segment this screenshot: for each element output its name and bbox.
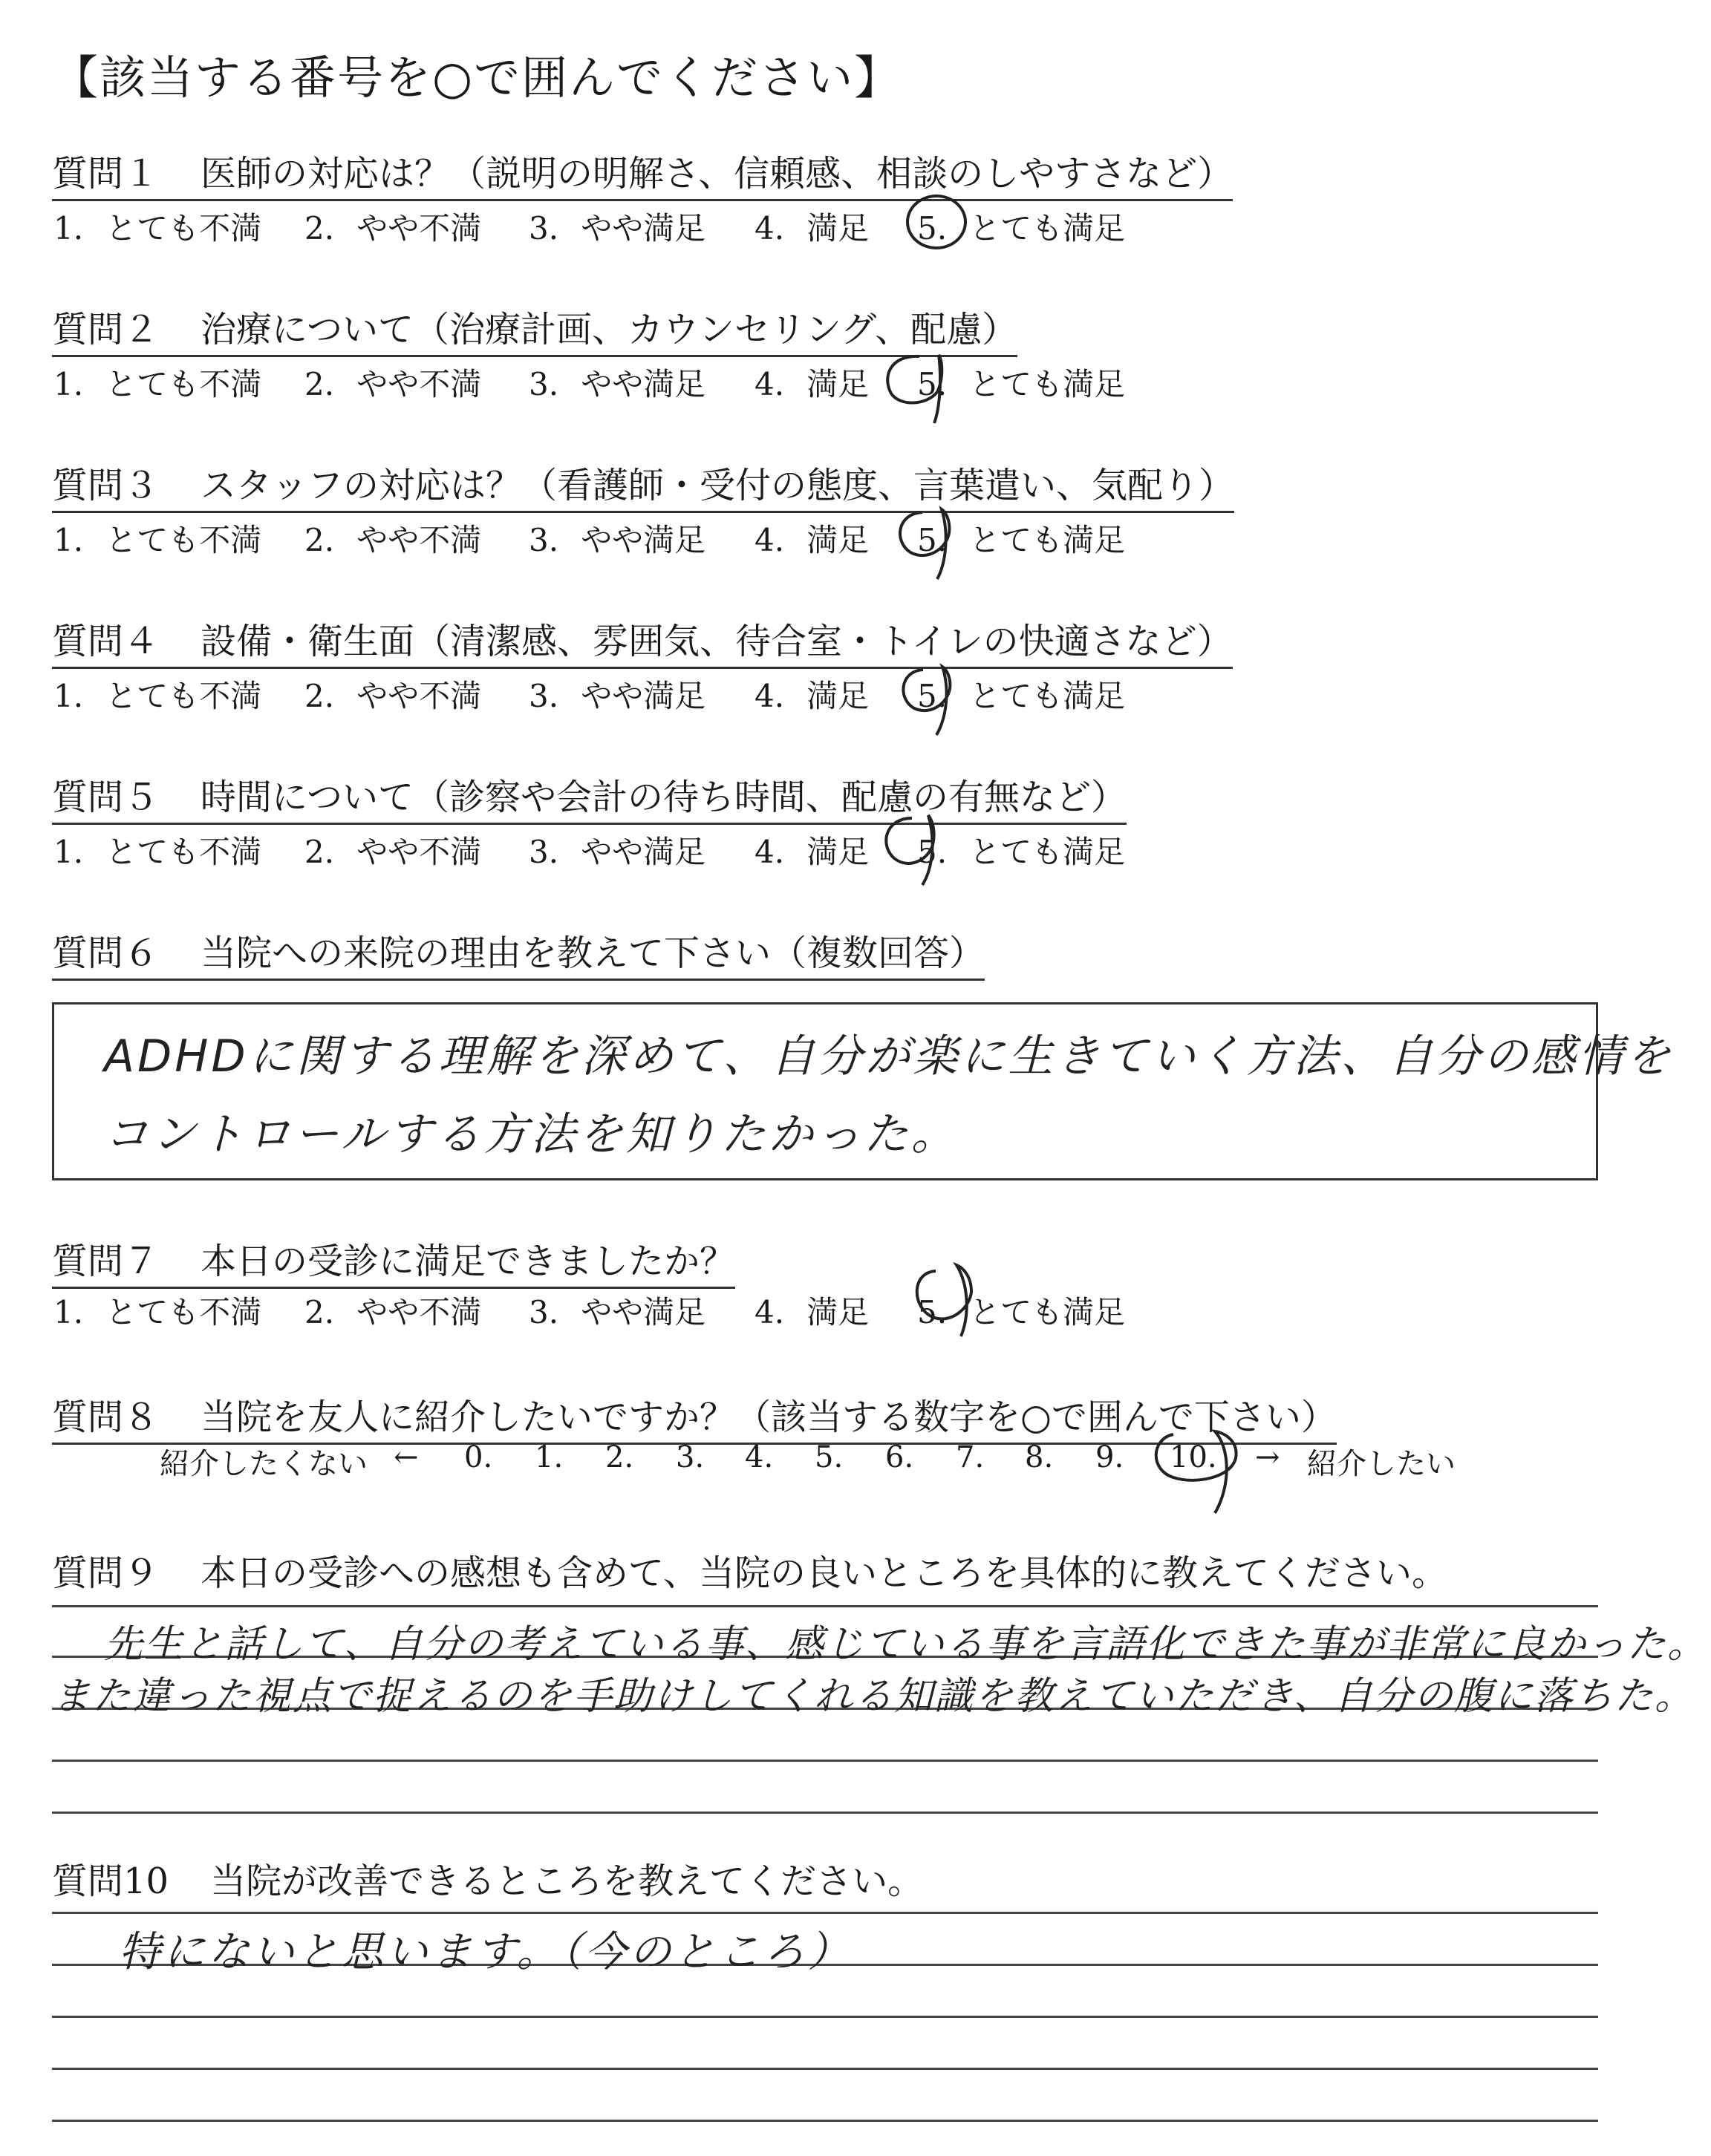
question-1-options — [0, 204, 1711, 249]
option-1[interactable]: 1. とても不満 — [53, 366, 262, 402]
question-number: 質問３ — [52, 465, 160, 506]
scale-option-2[interactable]: 2. — [605, 1440, 634, 1474]
question-3-options — [0, 516, 1711, 561]
question-9-title — [52, 1544, 1447, 1598]
question-text: 医師の対応は？（説明の明解さ、信頼感、相談のしやすさなど） — [201, 153, 1233, 195]
option-4[interactable]: 4. 満足 — [755, 834, 870, 870]
scale-left-label: 紹介したくない — [160, 1447, 368, 1481]
option-5[interactable]: 5. とても満足 — [917, 678, 1126, 714]
option-2[interactable]: 2. やや不満 — [304, 678, 482, 714]
answer-line — [52, 2068, 1598, 2070]
question-text: 設備・衛生面（清潔感、雰囲気、待合室・トイレの快適さなど） — [201, 621, 1233, 662]
option-2[interactable]: 2. やや不満 — [304, 522, 482, 558]
question-2-options — [0, 360, 1711, 405]
question-number: 質問５ — [52, 777, 160, 818]
question-3-title — [52, 457, 1234, 513]
question-number: 質問７ — [52, 1241, 160, 1282]
option-4[interactable]: 4. 満足 — [755, 678, 870, 714]
question-number: 質問２ — [52, 309, 160, 350]
answer-line — [52, 1760, 1598, 1762]
scale-option-9[interactable]: 9. — [1095, 1440, 1124, 1474]
option-5[interactable]: 5. とても満足 — [917, 1294, 1126, 1330]
option-4[interactable]: 4. 満足 — [755, 366, 870, 402]
question-number: 質問６ — [52, 932, 160, 974]
q9-handwritten-line-1: 先生と話して、自分の考えている事、感じている事を言語化できた事が非常に良かった。 — [104, 1622, 1707, 1667]
question-7-options — [0, 1288, 1711, 1333]
question-5-title — [52, 768, 1127, 825]
option-3[interactable]: 3. やや満足 — [529, 834, 706, 870]
selection-circle — [899, 1262, 988, 1344]
option-3[interactable]: 3. やや満足 — [529, 210, 706, 246]
question-text: 当院が改善できるところを教えてください。 — [210, 1861, 924, 1902]
scale-option-0[interactable]: 0. — [464, 1440, 493, 1474]
option-1[interactable]: 1. とても不満 — [53, 1294, 262, 1330]
question-10-title — [52, 1852, 923, 1907]
question-number: 質問１ — [52, 153, 160, 195]
question-number: 質問９ — [52, 1552, 160, 1594]
answer-line — [52, 2016, 1598, 2018]
selection-circle — [906, 195, 967, 249]
option-2[interactable]: 2. やや不満 — [304, 834, 482, 870]
option-1[interactable]: 1. とても不満 — [53, 834, 262, 870]
q10-handwritten-line-1: 特にないと思います。（今のところ） — [119, 1928, 853, 1976]
question-number: 質問４ — [52, 621, 160, 662]
option-3[interactable]: 3. やや満足 — [529, 522, 706, 558]
selection-circle — [875, 347, 956, 429]
scale-option-5[interactable]: 5. — [815, 1440, 844, 1474]
option-2[interactable]: 2. やや不満 — [304, 1294, 482, 1330]
option-5[interactable]: 5. とても満足 — [917, 834, 1126, 870]
question-text: 本日の受診に満足できましたか？ — [201, 1241, 736, 1282]
option-4[interactable]: 4. 満足 — [755, 210, 870, 246]
question-text: 当院への来院の理由を教えて下さい（複数回答） — [201, 932, 985, 974]
q6-handwritten-line-1: ADHDに関する理解を深めて、自分が楽に生きていく方法、自分の感情を — [104, 1030, 1674, 1082]
option-3[interactable]: 3. やや満足 — [529, 678, 706, 714]
question-4-options — [0, 672, 1711, 716]
question-text: スタッフの対応は？（看護師・受付の態度、言葉遣い、気配り） — [201, 465, 1235, 506]
question-1-title — [52, 145, 1233, 201]
q8-recommend-scale — [0, 1440, 1711, 1485]
scale-option-1[interactable]: 1. — [535, 1440, 564, 1474]
option-2[interactable]: 2. やや不満 — [304, 366, 482, 402]
answer-line — [52, 1912, 1598, 1914]
question-number: 質問８ — [52, 1396, 160, 1438]
question-text: 時間について（診察や会計の待ち時間、配慮の有無など） — [201, 777, 1127, 818]
question-2-title — [52, 301, 1017, 357]
scale-right-label: 紹介したい — [1307, 1447, 1456, 1481]
option-1[interactable]: 1. とても不満 — [53, 210, 262, 246]
option-5[interactable]: 5. とても満足 — [917, 522, 1126, 558]
option-4[interactable]: 4. 満足 — [755, 522, 870, 558]
question-text: 治療について（治療計画、カウンセリング、配慮） — [201, 309, 1018, 350]
answer-line — [52, 1812, 1598, 1814]
right-arrow-icon: → — [1255, 1440, 1280, 1474]
option-1[interactable]: 1. とても不満 — [53, 522, 262, 558]
q9-handwritten-line-2: また違った視点で捉えるのを手助けしてくれる知識を教えていただき、自分の腹に落ちた。 — [52, 1674, 1695, 1719]
question-number: 質問10 — [52, 1861, 169, 1902]
selection-circle — [887, 659, 969, 741]
option-1[interactable]: 1. とても不満 — [53, 678, 262, 714]
question-5-options — [0, 828, 1711, 872]
option-3[interactable]: 3. やや満足 — [529, 1294, 706, 1330]
answer-line — [52, 2120, 1598, 2122]
question-text: 当院を友人に紹介したいですか？（該当する数字を○で囲んで下さい） — [201, 1396, 1337, 1438]
option-2[interactable]: 2. やや不満 — [304, 210, 482, 246]
q6-handwritten-line-2: コントロールする方法を知りたかった。 — [104, 1108, 959, 1160]
option-4[interactable]: 4. 満足 — [755, 1294, 870, 1330]
selection-circle — [1144, 1425, 1248, 1522]
scale-option-8[interactable]: 8. — [1025, 1440, 1054, 1474]
page-title: 【該当する番号を○で囲んでください】 — [52, 50, 902, 105]
scale-option-3[interactable]: 3. — [676, 1440, 705, 1474]
option-3[interactable]: 3. やや満足 — [529, 366, 706, 402]
question-7-title — [52, 1232, 735, 1289]
scale-option-6[interactable]: 6. — [885, 1440, 914, 1474]
question-4-title — [52, 612, 1233, 669]
answer-line — [52, 1605, 1598, 1607]
scale-option-4[interactable]: 4. — [745, 1440, 774, 1474]
scale-option-7[interactable]: 7. — [956, 1440, 985, 1474]
option-5[interactable]: 5. とても満足 — [917, 366, 1126, 402]
question-text: 本日の受診への感想も含めて、当院の良いところを具体的に教えてください。 — [201, 1552, 1448, 1594]
left-arrow-icon: ← — [394, 1440, 419, 1474]
question-6-title — [52, 924, 985, 981]
selection-circle — [885, 503, 967, 585]
option-5[interactable]: 5. とても満足 — [917, 210, 1126, 246]
selection-circle — [870, 808, 952, 889]
scale-option-10[interactable]: 10. — [1170, 1440, 1217, 1474]
